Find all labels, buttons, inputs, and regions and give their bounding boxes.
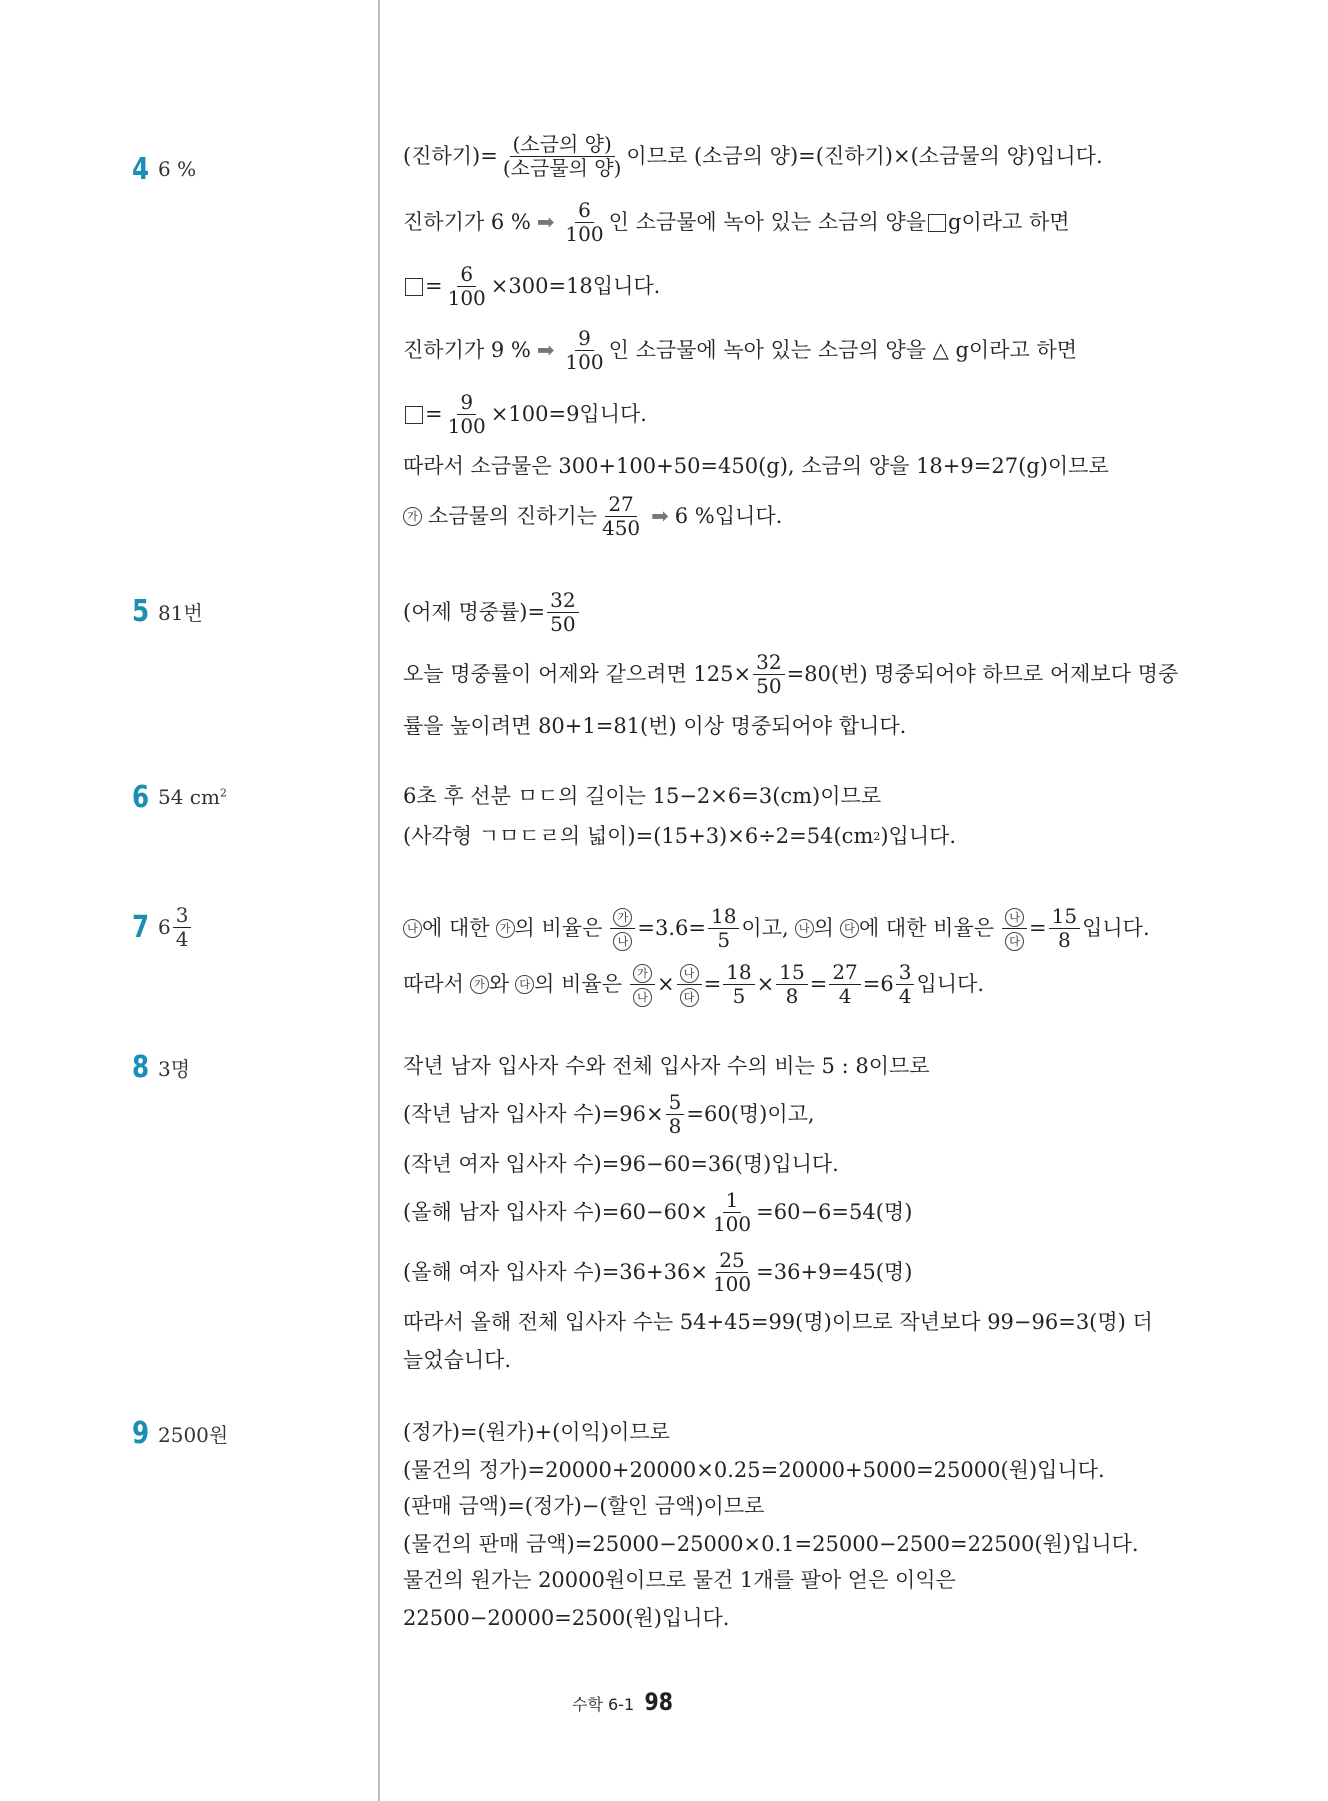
text: (정가)=(원가)+(이익)이므로 <box>403 1420 670 1444</box>
numerator: 9 <box>457 392 476 415</box>
arrow-right-icon: ➡ <box>536 210 555 234</box>
denominator: 100 <box>447 414 486 438</box>
text: 이고, <box>741 916 789 940</box>
circled-da-icon: 다 <box>1005 932 1024 951</box>
text: 오늘 명중률이 어제와 같으려면 125× <box>403 662 752 686</box>
denominator <box>630 985 655 1007</box>
text: (진하기)= <box>403 144 498 168</box>
solution-line <box>403 826 956 847</box>
text: =6 <box>862 972 894 996</box>
text: (올해 여자 입사자 수)=36+36× <box>403 1260 708 1284</box>
denominator: 8 <box>785 984 799 1008</box>
answer <box>158 902 193 951</box>
denominator: 100 <box>565 222 604 246</box>
text: )입니다. <box>880 824 957 848</box>
text: =60(명)이고, <box>686 1102 815 1126</box>
numerator: 6 <box>457 264 476 287</box>
text: =60−6=54(명) <box>756 1200 913 1224</box>
denominator: 100 <box>712 1212 752 1236</box>
fraction <box>630 962 655 1007</box>
solution-line <box>403 1056 930 1077</box>
text: 6 %입니다. <box>674 504 783 528</box>
numerator: 27 <box>605 494 636 517</box>
question-9-header <box>132 1416 228 1450</box>
denominator: 450 <box>601 516 641 540</box>
solution-line <box>403 1092 815 1137</box>
denominator: 5 <box>732 984 746 1008</box>
square-box-icon <box>405 406 423 424</box>
text: 인 소금물에 녹아 있는 소금의 양을 <box>608 210 926 234</box>
fraction <box>562 328 606 373</box>
solution-line <box>403 456 1109 477</box>
solution-line <box>403 1350 511 1371</box>
fraction <box>1002 906 1027 951</box>
whole-part: 6 <box>158 915 171 939</box>
solution-line <box>403 716 906 737</box>
solution-line <box>403 1154 839 1175</box>
numerator: 5 <box>666 1092 685 1115</box>
text: (작년 남자 입사자 수)=96× <box>403 1102 664 1126</box>
solution-line <box>403 906 1150 951</box>
numerator <box>1002 906 1027 929</box>
numerator: (소금의 양) <box>510 134 615 157</box>
answer: 2500원 <box>158 1422 229 1447</box>
question-5-header <box>132 594 203 628</box>
question-number: 4 <box>132 151 150 187</box>
circled-da-icon: 다 <box>840 919 859 938</box>
numerator: 32 <box>547 590 578 613</box>
square-box-icon <box>405 278 423 296</box>
text: 22500−20000=2500(원)입니다. <box>403 1606 730 1630</box>
text: (올해 남자 입사자 수)=60−60× <box>403 1200 708 1224</box>
subject-label: 수학 6-1 <box>572 1695 635 1714</box>
fraction <box>723 962 754 1007</box>
circled-ga-icon: 가 <box>403 507 422 526</box>
text: (작년 여자 입사자 수)=96−60=36(명)입니다. <box>403 1152 839 1176</box>
text: = <box>425 402 443 426</box>
numerator: 25 <box>716 1250 747 1273</box>
circled-na-icon: 나 <box>633 988 652 1007</box>
solution-line <box>403 1608 729 1629</box>
solution-line <box>403 786 881 807</box>
denominator: 50 <box>550 612 576 636</box>
text: 률을 높이려면 80+1=81(번) 이상 명중되어야 합니다. <box>403 714 907 738</box>
question-number: 7 <box>132 909 150 945</box>
text: 진하기가 6 % <box>403 210 531 234</box>
text: = <box>425 274 443 298</box>
answer: 81번 <box>158 600 203 625</box>
denominator <box>1002 929 1027 951</box>
arrow-right-icon: ➡ <box>536 338 555 362</box>
numerator: 1 <box>723 1190 742 1213</box>
text: g이라고 하면 <box>948 210 1070 234</box>
text: 따라서 <box>403 972 464 996</box>
circled-na-icon: 나 <box>403 919 422 938</box>
numerator <box>630 962 655 985</box>
solution-line <box>403 652 1178 697</box>
numerator: 32 <box>753 652 784 675</box>
solution-line <box>403 1250 912 1295</box>
text: 진하기가 9 % <box>403 338 531 362</box>
numerator: 15 <box>776 962 807 985</box>
text: (물건의 정가)=20000+20000×0.25=20000+5000=25000(원)입니다. <box>403 1458 1105 1482</box>
denominator: 50 <box>756 674 782 698</box>
fraction <box>666 1092 685 1137</box>
solution-line <box>403 392 647 437</box>
text: 작년 남자 입사자 수와 전체 입사자 수의 비는 5 : 8이므로 <box>403 1054 930 1078</box>
solution-line <box>403 1460 1105 1481</box>
text: = <box>809 972 828 996</box>
solution-line <box>403 1312 1153 1333</box>
solution-line <box>403 590 581 635</box>
text: 의 비율은 <box>534 972 622 996</box>
text: (어제 명중률)= <box>403 600 546 624</box>
arrow-right-icon: ➡ <box>651 504 669 528</box>
fraction <box>610 906 635 951</box>
question-7-header <box>132 902 193 951</box>
fraction <box>500 134 625 179</box>
numerator <box>610 906 635 929</box>
fraction <box>547 590 578 635</box>
solution-line <box>403 1534 1139 1555</box>
text: × <box>656 972 675 996</box>
circled-ga-icon: 가 <box>496 919 515 938</box>
text: 의 <box>813 916 834 940</box>
question-4-header <box>132 152 196 186</box>
text: =3.6= <box>637 916 706 940</box>
question-number: 8 <box>132 1049 150 1085</box>
denominator: 8 <box>1058 928 1071 952</box>
text: (물건의 판매 금액)=25000−25000×0.1=25000−2500=22500(원)입니다. <box>403 1532 1139 1556</box>
fraction <box>776 962 807 1007</box>
text: 이므로 (소금의 양)=(진하기)×(소금물의 양)입니다. <box>626 144 1103 168</box>
denominator <box>677 985 702 1007</box>
question-8-header <box>132 1050 190 1084</box>
denominator: 100 <box>712 1272 752 1296</box>
solution-line <box>403 962 984 1007</box>
solution-line <box>403 264 660 309</box>
denominator: (소금물의 양) <box>502 156 622 180</box>
numerator <box>677 962 702 985</box>
page-footer <box>572 1688 676 1716</box>
solution-line <box>403 1422 670 1443</box>
fraction <box>710 1250 754 1295</box>
solution-line <box>403 134 1103 179</box>
circled-da-icon: 다 <box>515 975 534 994</box>
text: 인 소금물에 녹아 있는 소금의 양을 △ g이라고 하면 <box>608 338 1078 362</box>
solution-line <box>403 1190 912 1235</box>
denominator <box>610 929 635 951</box>
column-divider <box>378 0 380 1801</box>
text: 에 대한 <box>422 916 490 940</box>
fraction <box>445 264 489 309</box>
superscript: 2 <box>219 786 227 800</box>
circled-na-icon: 나 <box>680 964 699 983</box>
fraction <box>677 962 702 1007</box>
denominator: 8 <box>668 1114 682 1138</box>
fraction <box>708 906 739 951</box>
superscript: 2 <box>873 830 881 843</box>
text: 와 <box>488 972 510 996</box>
numerator: 3 <box>896 962 915 985</box>
circled-ga-icon: 가 <box>613 908 632 927</box>
solution-line <box>403 328 1077 373</box>
text: = <box>703 972 722 996</box>
text: 늘었습니다. <box>403 1348 512 1372</box>
numerator: 3 <box>173 905 192 928</box>
circled-ga-icon: 가 <box>633 964 652 983</box>
question-number: 6 <box>132 779 150 815</box>
numerator: 18 <box>723 962 754 985</box>
denominator: 4 <box>175 926 189 951</box>
text: 따라서 소금물은 300+100+50=450(g), 소금의 양을 18+9=27(g)이므로 <box>403 454 1109 478</box>
question-6-header <box>132 780 227 814</box>
question-number: 5 <box>132 593 150 629</box>
solution-line <box>403 1570 956 1591</box>
text: 입니다. <box>1082 916 1150 940</box>
fraction <box>710 1190 754 1235</box>
text: ×100=9입니다. <box>490 402 647 426</box>
question-number: 9 <box>132 1415 150 1451</box>
text: 의 비율은 <box>514 916 603 940</box>
numerator: 18 <box>708 906 739 929</box>
text: = <box>1029 916 1047 940</box>
circled-na-icon: 나 <box>1005 908 1024 927</box>
fraction <box>1049 906 1080 951</box>
square-box-icon <box>928 214 946 232</box>
text: 에 대한 비율은 <box>858 916 995 940</box>
numerator: 27 <box>829 962 860 985</box>
text: 6초 후 선분 ㅁㄷ의 길이는 15−2×6=3(cm)이므로 <box>403 784 882 808</box>
answer <box>158 785 227 809</box>
fraction <box>896 962 915 1007</box>
answer: 6 % <box>158 157 197 181</box>
text: =36+9=45(명) <box>756 1260 913 1284</box>
denominator: 4 <box>898 984 912 1008</box>
text: (판매 금액)=(정가)−(할인 금액)이므로 <box>403 1494 765 1518</box>
circled-na-icon: 나 <box>613 932 632 951</box>
denominator: 5 <box>717 928 731 952</box>
fraction <box>829 962 860 1007</box>
circled-ga-icon: 가 <box>470 975 489 994</box>
answer-value: 54 cm <box>158 785 220 809</box>
page-number: 98 <box>644 1688 674 1716</box>
text: =80(번) 명중되어야 하므로 어제보다 명중 <box>786 662 1179 686</box>
text: 소금물의 진하기는 <box>428 504 597 528</box>
numerator: 15 <box>1049 906 1080 929</box>
text: 물건의 원가는 20000원이므로 물건 1개를 팔아 얻은 이익은 <box>403 1568 956 1592</box>
fraction <box>173 902 192 951</box>
numerator: 6 <box>575 200 594 223</box>
circled-na-icon: 나 <box>795 919 814 938</box>
fraction <box>562 200 606 245</box>
text: (사각형 ㄱㅁㄷㄹ의 넓이)=(15+3)×6÷2=54(cm <box>403 824 874 848</box>
text: 입니다. <box>916 972 985 996</box>
fraction <box>599 494 643 539</box>
solution-line <box>403 1496 764 1517</box>
fraction <box>445 392 489 437</box>
fraction <box>753 652 784 697</box>
circled-da-icon: 다 <box>680 988 699 1007</box>
numerator: 9 <box>575 328 594 351</box>
answer: 3명 <box>158 1056 191 1081</box>
text: ×300=18입니다. <box>490 274 661 298</box>
text: 따라서 올해 전체 입사자 수는 54+45=99(명)이므로 작년보다 99−96=3(명) 더 <box>403 1310 1153 1334</box>
solution-line <box>403 494 782 539</box>
denominator: 100 <box>565 350 604 374</box>
denominator: 100 <box>447 286 486 310</box>
solution-line <box>403 200 1070 245</box>
text: × <box>756 972 775 996</box>
denominator: 4 <box>838 984 852 1008</box>
